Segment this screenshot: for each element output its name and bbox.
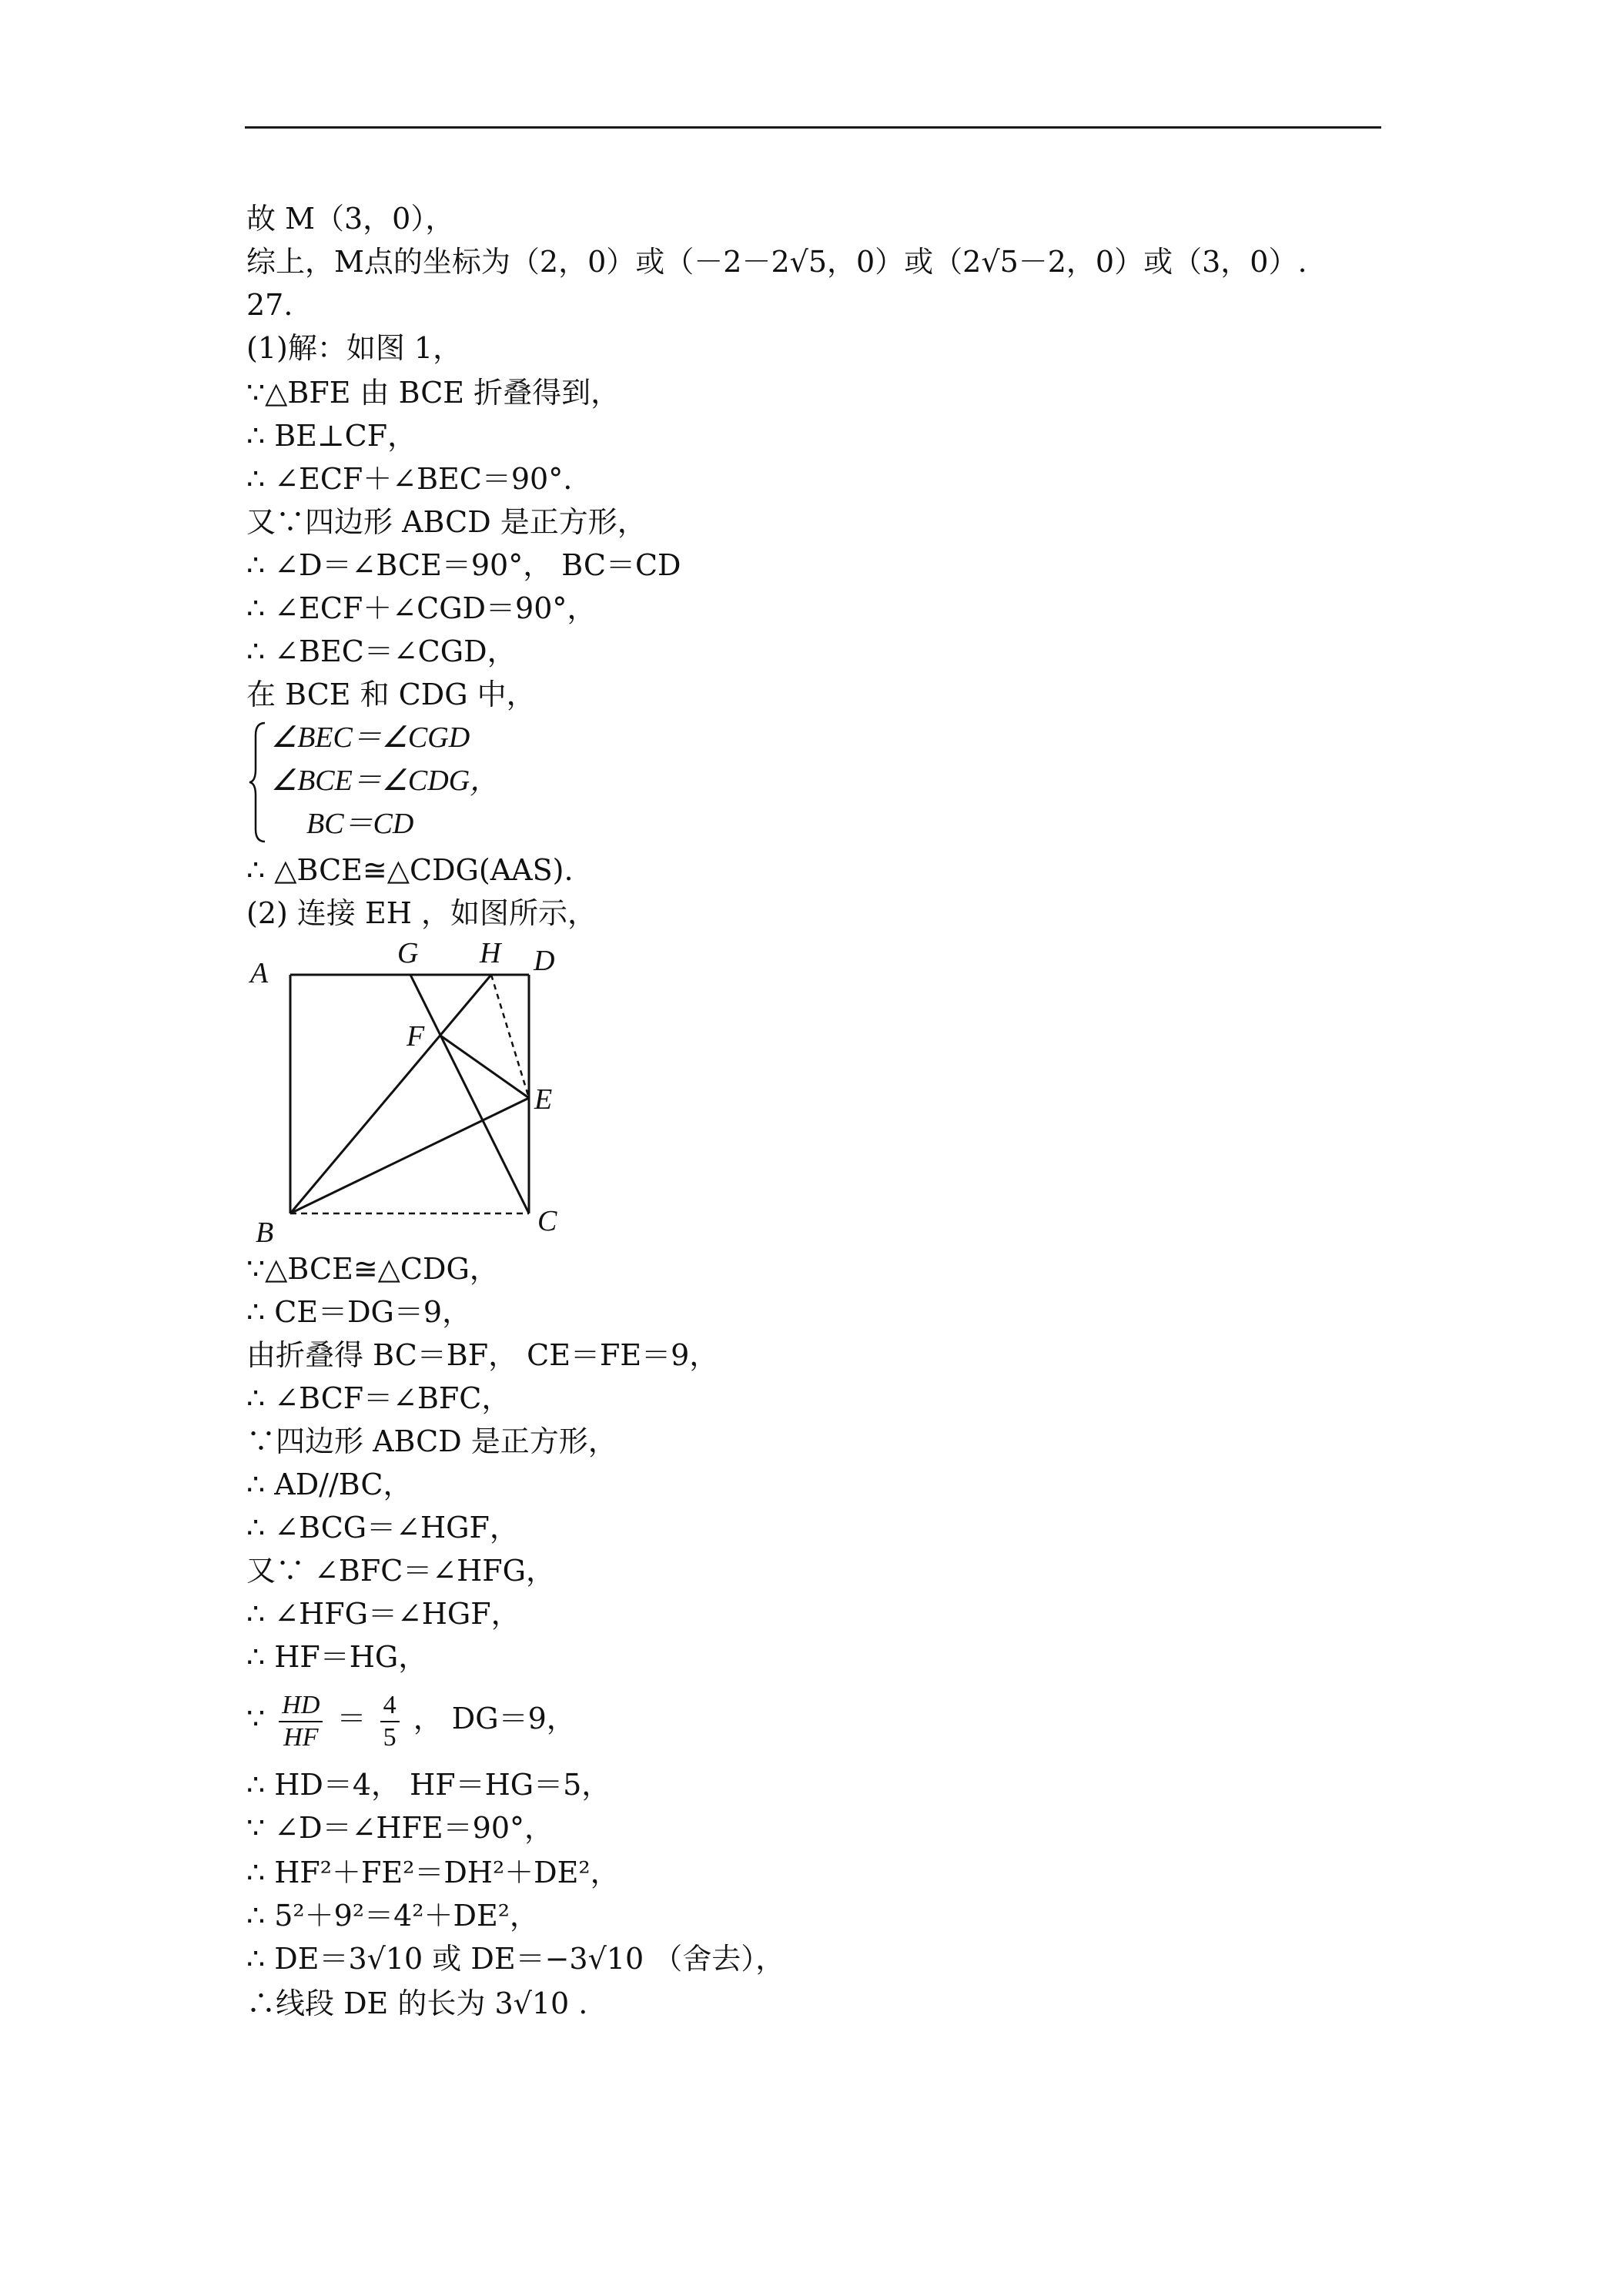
math-line: ∴ ∠BEC＝∠CGD，: [246, 634, 517, 668]
math-line: ∴ △BCE≅△CDG(AAS).: [246, 853, 574, 887]
because-symbol: ∵: [246, 1702, 266, 1735]
math-text: ， DG＝9，: [413, 1702, 576, 1735]
math-line: ∴ 5²＋9²＝4²＋DE²，: [246, 1899, 539, 1933]
segment-be: [290, 1098, 529, 1213]
text-line: 由折叠得 BC＝BF， CE＝FE＝9，: [246, 1338, 719, 1372]
segment-bh: [290, 975, 491, 1213]
text-line: 又∵四边形 ABCD 是正方形，: [246, 505, 647, 539]
question-number: 27.: [246, 288, 293, 322]
text-line: 综上，M点的坐标为（2，0）或（－2－2√5，0）或（2√5－2，0）或（3，0）.: [246, 245, 1307, 279]
text-line: ∵△BFE 由 BCE 折叠得到，: [246, 376, 621, 410]
math-line: ∴ ∠BCF＝∠BFC，: [246, 1381, 511, 1415]
text-line: 在 BCE 和 CDG 中，: [246, 678, 536, 711]
math-line: ∴ BE⊥CF，: [246, 419, 417, 453]
label-g: G: [397, 937, 419, 969]
fraction-numerator: 4: [380, 1690, 400, 1722]
label-h: H: [480, 937, 501, 969]
math-line: ∴ ∠BCG＝∠HGF，: [246, 1511, 519, 1545]
math-line: ∴ HF＝HG，: [246, 1640, 428, 1674]
math-line: ∴ HD＝4， HF＝HG＝5，: [246, 1768, 611, 1802]
system-equation-2: ∠BCE＝∠CDG，: [271, 765, 500, 797]
text-line: ∵四边形 ABCD 是正方形，: [246, 1424, 617, 1458]
math-line: ∴ ∠D＝∠BCE＝90°， BC＝CD: [246, 548, 681, 582]
segment-fe: [440, 1036, 529, 1098]
segment-gc: [410, 975, 529, 1213]
system-brace: [248, 720, 268, 845]
fraction-denominator: 5: [383, 1722, 397, 1752]
fraction-line: [246, 1682, 576, 1755]
label-f: F: [407, 1020, 425, 1053]
math-line: ∴ ∠HFG＝∠HGF，: [246, 1597, 520, 1631]
text-line: 故 M（3，0），: [246, 202, 455, 236]
header-rule: [245, 126, 1381, 129]
system-equation-3: BC＝CD: [306, 808, 414, 840]
fraction-hd-hf: [279, 1690, 323, 1753]
segment-he-dashed: [491, 975, 529, 1098]
math-line: 又∵ ∠BFC＝∠HFG，: [246, 1554, 555, 1588]
math-line: ∴ DE＝3√10 或 DE＝−3√10 （舍去），: [246, 1942, 785, 1976]
math-line: ∴ HF²＋FE²＝DH²＋DE²，: [246, 1856, 620, 1889]
conclusion-line: ∴线段 DE 的长为 3√10 .: [246, 1986, 588, 2020]
math-line: ∴ CE＝DG＝9，: [246, 1295, 472, 1329]
label-c: C: [537, 1205, 557, 1237]
math-line: ∴ ∠ECF＋∠CGD＝90°，: [246, 591, 597, 625]
math-line: ∴ ∠ECF＋∠BEC＝90°.: [246, 462, 573, 496]
equals-sign: ＝: [336, 1702, 366, 1735]
system-equation-1: ∠BEC＝∠CGD: [271, 721, 470, 754]
fraction-4-5: [380, 1690, 400, 1753]
geometry-figure: [239, 930, 577, 1253]
text-line: (2) 连接 EH ，如图所示，: [246, 896, 597, 930]
fraction-denominator: HF: [283, 1722, 319, 1752]
label-d: D: [534, 945, 555, 977]
math-line: ∵△BCE≅△CDG，: [246, 1252, 499, 1286]
math-line: ∴ AD//BC，: [246, 1468, 413, 1501]
label-b: B: [256, 1217, 274, 1249]
math-line: ∵ ∠D＝∠HFE＝90°，: [246, 1811, 554, 1845]
fraction-numerator: HD: [279, 1690, 323, 1722]
label-e: E: [534, 1083, 553, 1116]
label-a: A: [250, 957, 269, 989]
text-line: (1)解：如图 1，: [246, 331, 463, 365]
